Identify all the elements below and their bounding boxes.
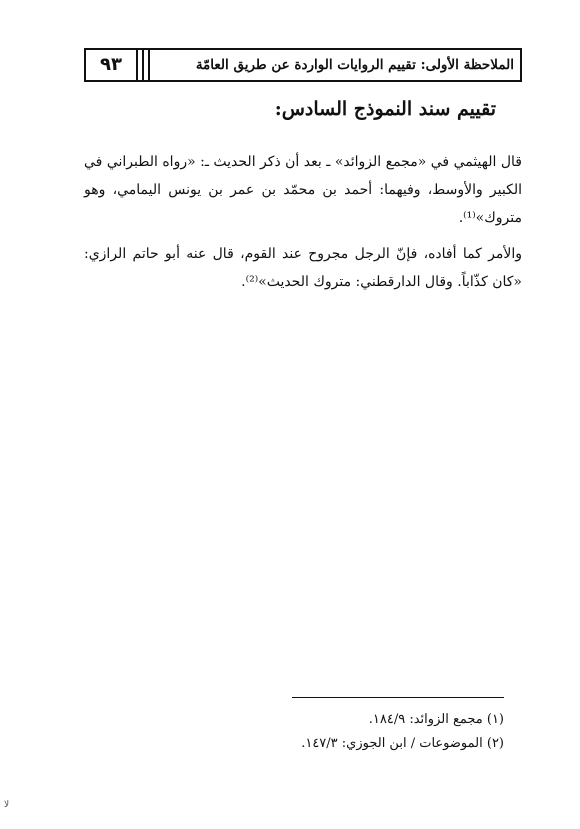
footnote: (١) مجمع الزوائد: ١٨٤/٩. (368, 712, 504, 727)
page-number: ٩٣ (100, 54, 122, 75)
footnotes (301, 708, 504, 756)
header-divider (136, 48, 138, 82)
paragraph (84, 240, 522, 296)
paragraph-line: الكبير والأوسط، وفيهما: أحمد بن محمّد بن عمر بن يونس اليمامي، وهو (84, 182, 522, 198)
running-header (84, 48, 522, 82)
footnote-separator (292, 697, 504, 698)
header-divider (148, 48, 150, 82)
footnote: (٢) الموضوعات / ابن الجوزي: ١٤٧/٣. (301, 736, 504, 751)
header-title: الملاحظة الأولى: تقييم الروايات الواردة عن طريق العامّة (195, 57, 514, 73)
paragraph-line: والأمر كما أفاده، فإنّ الرجل مجروح عند القوم، قال عنه أبو حاتم الرازي: (84, 246, 522, 262)
section-heading: تقييم سند النموذج السادس: (274, 98, 496, 120)
paragraph-line: متروك»⁽¹⁾. (458, 210, 522, 226)
paragraph-line: «كان كذّاباً. وقال الدارقطني: متروك الحديث»⁽²⁾. (241, 274, 522, 290)
header-divider (142, 48, 144, 82)
paragraph-line: قال الهيثمي في «مجمع الزوائد» ـ بعد أن ذكر الحديث ـ: «رواه الطبراني في (84, 154, 522, 170)
paragraph (84, 148, 522, 232)
scan-edge-mark: ﻻ (4, 800, 10, 810)
